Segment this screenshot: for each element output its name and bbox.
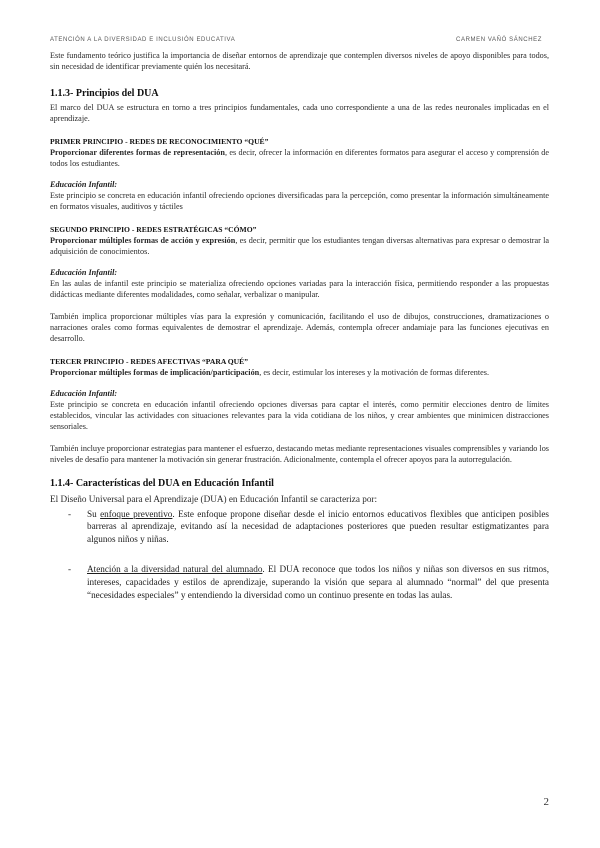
principle-3-lead-bold: Proporcionar múltiples formas de implicación/participación (50, 368, 260, 377)
running-header (50, 37, 542, 43)
principle-2-title: SEGUNDO PRINCIPIO - REDES ESTRATÉGICAS “CÓMO” (50, 225, 257, 234)
principle-1-lead (50, 147, 549, 169)
principle-1-lead-bold: Proporcionar diferentes formas de representación (50, 148, 225, 157)
section-heading-principios: 1.1.3- Principios del DUA (50, 88, 159, 99)
section-body-principios: El marco del DUA se estructura en torno a tres principios fundamentales, cada uno correspondiente a una de las redes neuronales implicadas en el aprendizaje. (50, 103, 549, 123)
bullet-prefix: Su (87, 508, 101, 519)
principle-2-lead-rest: , es decir, permitir que los estudiantes tengan diversas alternativas para expresar o demostrar la adquisición de conocimientos. (50, 236, 549, 256)
principle-3-infantil-paragraph-2: También incluye proporcionar estrategias para mantener el esfuerzo, destacando metas mediante representaciones visuales comprensibles y variando los niveles de desafío para mantener la motivación sin generar frustración. Adicionalmente, contempla el ofrecer apoyos para la autorregulación. (50, 444, 549, 464)
header-author: CARMEN VAÑÓ SÁNCHEZ (456, 37, 542, 43)
principle-3-lead-rest: , es decir, estimular los intereses y la motivación de formas diferentes. (259, 368, 489, 377)
principle-1-lead-rest: , es decir, ofrecer la información en diferentes formatos para asegurar el acceso y comprensión de todos los estudiantes. (50, 148, 549, 168)
principle-2-lead (50, 235, 549, 257)
bullet-underlined-term: enfoque preventivo (100, 508, 173, 519)
principle-1-infantil-paragraph: Este principio se concreta en educación infantil ofreciendo opciones diversificadas para la percepción, como presentar la información simultáneamente en formatos visuales, auditivos y táctiles (50, 191, 549, 211)
bullet-dash: - (68, 508, 72, 519)
page-content (50, 50, 549, 619)
list-item (50, 508, 549, 546)
characteristics-list (50, 508, 549, 602)
principle-3-infantil-paragraph-1: Este principio se concreta en educación infantil ofreciendo opciones diversas para captar el interés, como permitir elecciones dentro de límites establecidos, vincular las actividades con situaciones relevantes para la vida cotidiana de los niños, y crear ambientes que minimicen distracciones sensoriales. (50, 400, 549, 431)
header-course-title: ATENCIÓN A LA DIVERSIDAD E INCLUSIÓN EDUCATIVA (50, 37, 236, 43)
bullet-dash: - (68, 564, 72, 575)
bullet-text: . El DUA reconoce que todos los niños y niñas son diversos en sus ritmos, intereses, capacidades y estilos de aprendizaje, superando la visión que separa al alumnado “normal” del que presenta “necesidades especiales” y entendiendo la diversidad como un continuo presente en todas las aulas. (87, 564, 549, 600)
intro-paragraph: Este fundamento teórico justifica la importancia de diseñar entornos de aprendizaje que contemplen diversos niveles de apoyo disponibles para todos, sin necesidad de identificar previamente quién los necesitará. (50, 51, 549, 71)
bullet-underlined-term: Atención a la diversidad natural del alumnado (87, 564, 263, 575)
principle-2-infantil-heading: Educación Infantil: (50, 268, 118, 277)
section-heading-caracteristicas: 1.1.4- Características del DUA en Educación Infantil (50, 478, 274, 489)
principle-2-lead-bold: Proporcionar múltiples formas de acción y expresión (50, 236, 236, 245)
principle-2-infantil-paragraph-2: También implica proporcionar múltiples vías para la expresión y comunicación, facilitando el uso de dibujos, construcciones, dramatizaciones o narraciones orales como formas equivalentes de demostrar el aprendizaje. Además, contempla ofrecer andamiaje para las funciones ejecutivas en desarrollo. (50, 312, 549, 343)
list-item (50, 563, 549, 601)
principle-3-infantil-heading: Educación Infantil: (50, 389, 118, 398)
bullet-text: . Este enfoque propone diseñar desde el inicio entornos educativos flexibles que anticipen posibles barreras al aprendizaje, evitando así la necesidad de adaptaciones posteriores que pueden resultar estigmatizantes para algunos niños y niñas. (87, 508, 549, 544)
principle-1-title: PRIMER PRINCIPIO - REDES DE RECONOCIMIENTO “QUÉ” (50, 137, 269, 146)
principle-1-infantil-heading: Educación Infantil: (50, 180, 118, 189)
principle-2-infantil-paragraph-1: En las aulas de infantil este principio se materializa ofreciendo opciones variadas para la interacción física, permitiendo responder a las propuestas didácticas mediante diferentes modalidades, como señalar, verbalizar o manipular. (50, 279, 549, 299)
page-number: 2 (543, 796, 549, 808)
section-body-caracteristicas: El Diseño Universal para el Aprendizaje (DUA) en Educación Infantil se caracteriza por: (50, 494, 378, 504)
principle-3-lead (50, 367, 549, 378)
principle-3-title: TERCER PRINCIPIO - REDES AFECTIVAS “PARA QUÉ” (50, 357, 249, 366)
